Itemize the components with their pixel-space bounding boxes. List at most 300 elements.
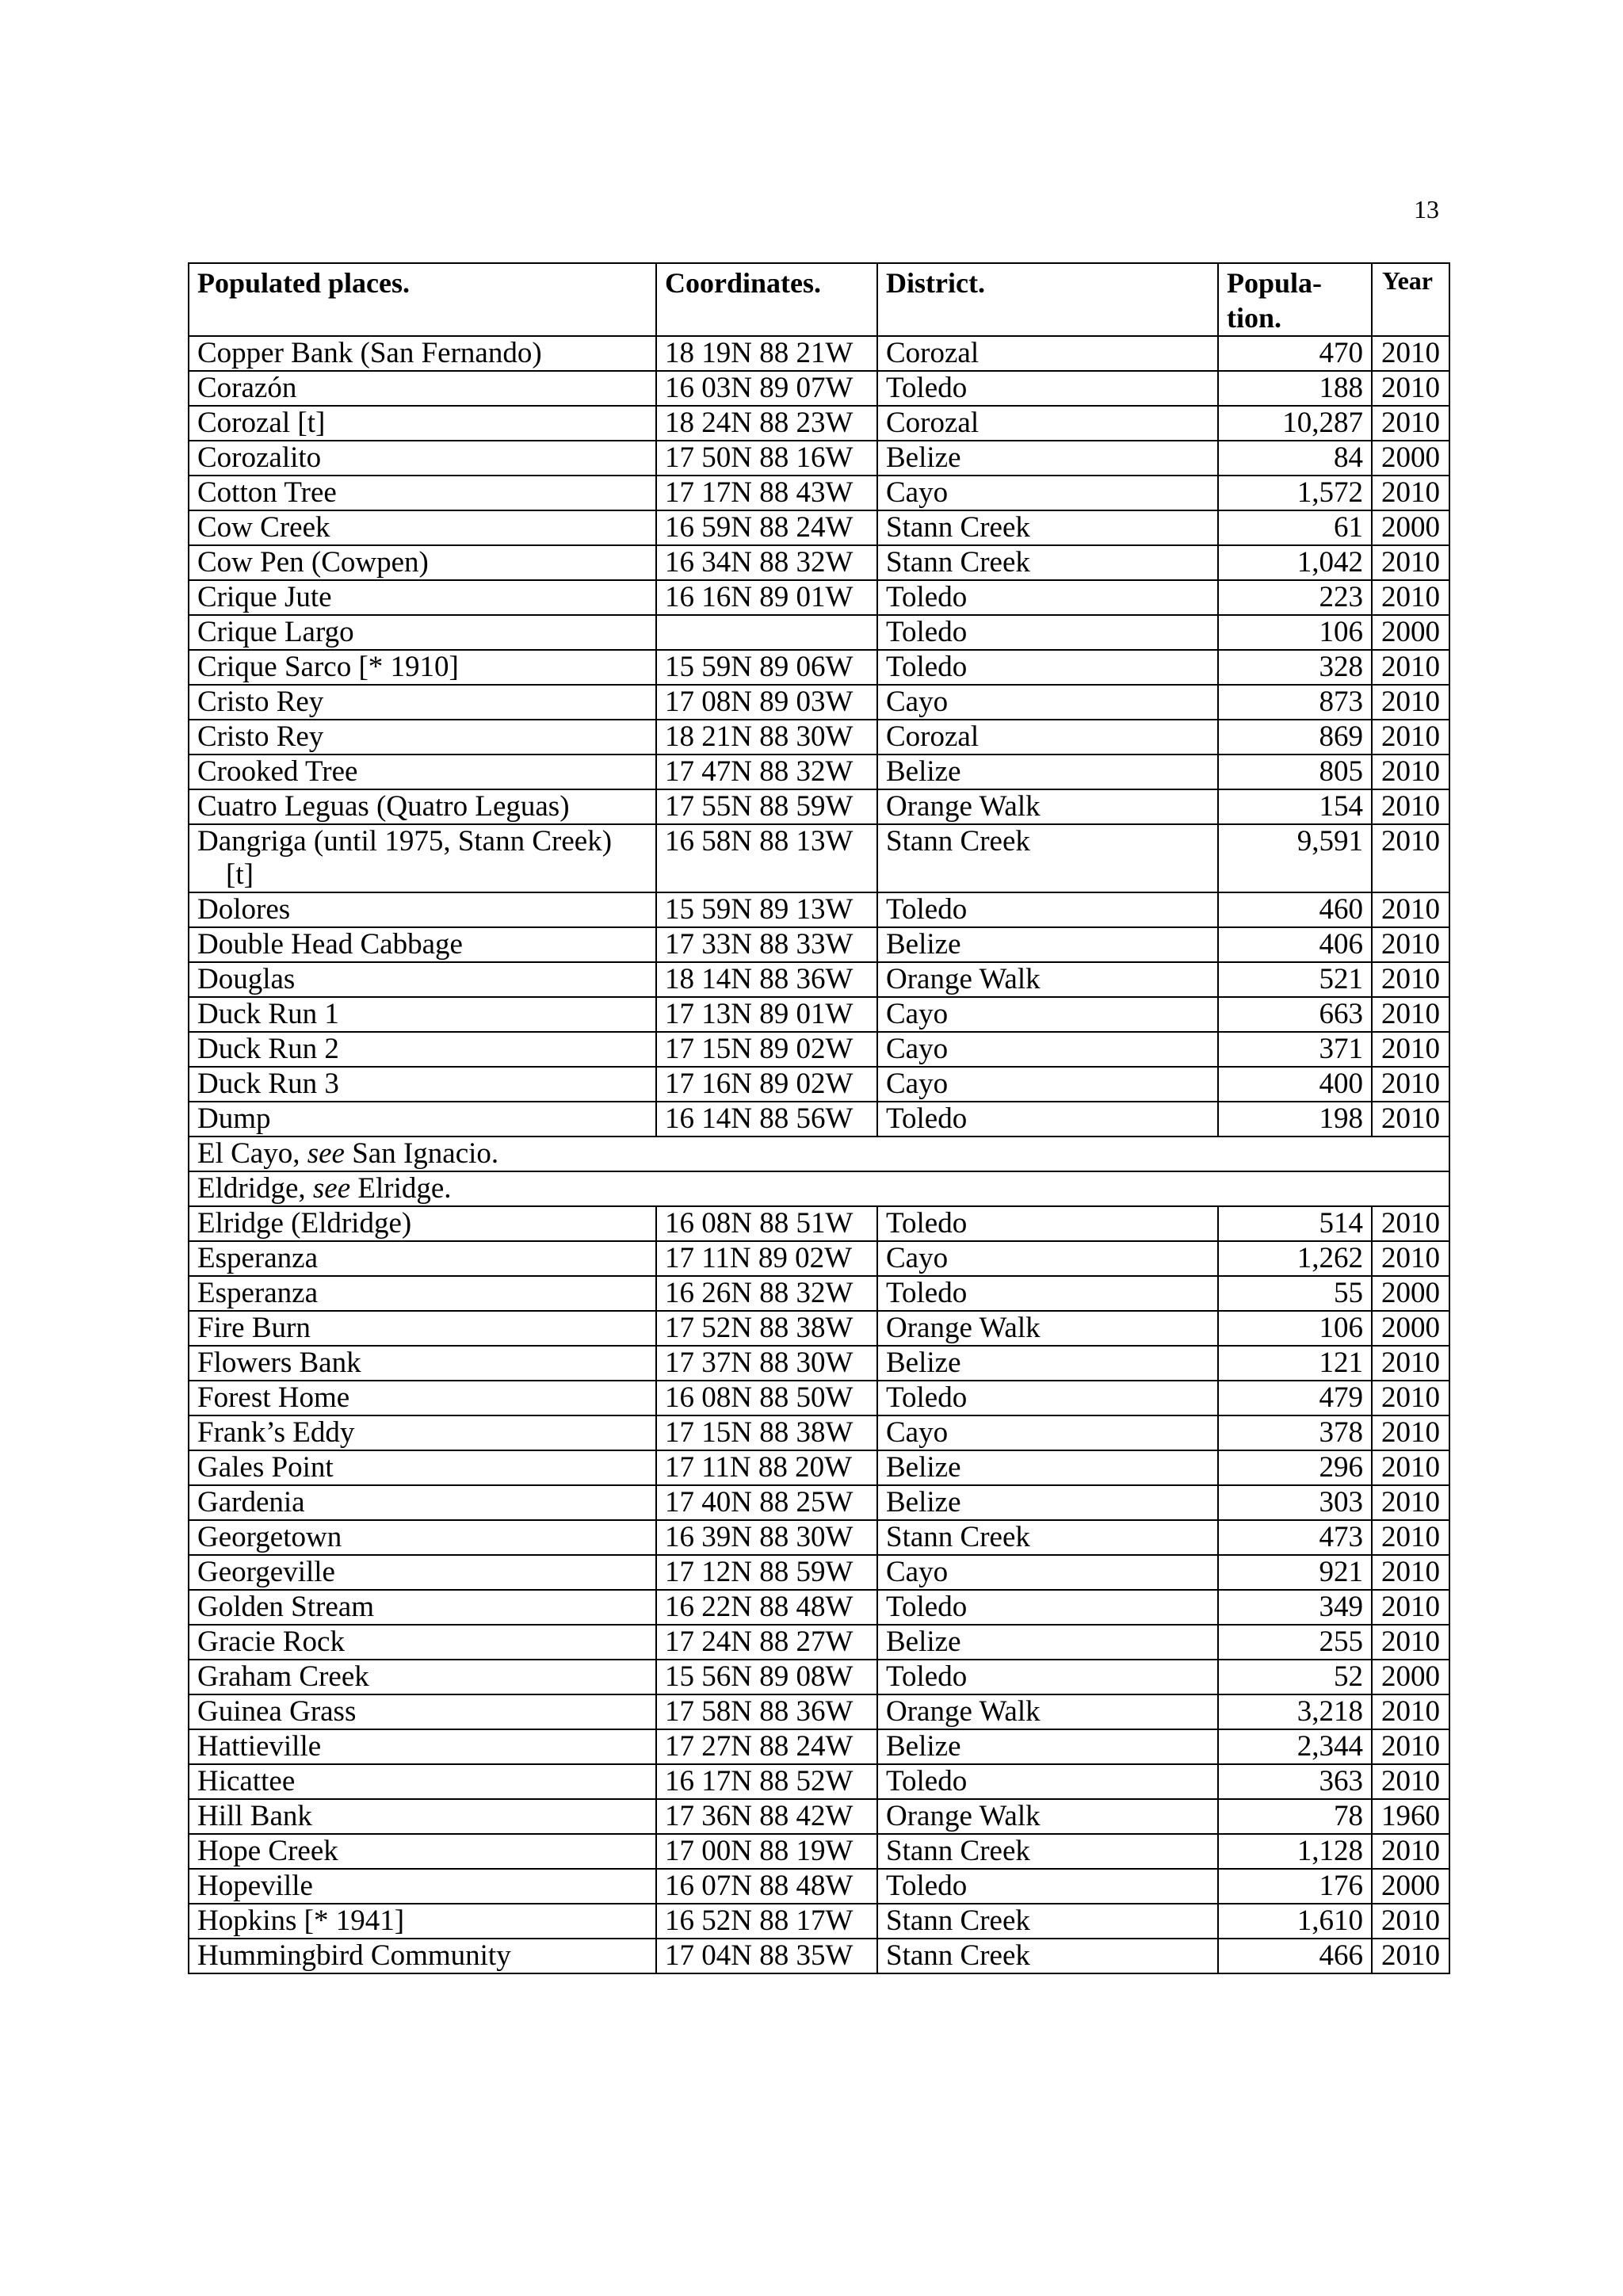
cell-district: Belize [877, 1729, 1218, 1764]
cell-coordinates: 16 16N 89 01W [656, 580, 877, 615]
table-row [189, 1485, 1449, 1520]
place-name: Flowers Bank [197, 1347, 361, 1379]
cell-coordinates: 16 14N 88 56W [656, 1102, 877, 1137]
cell-district: Toledo [877, 371, 1218, 406]
place-name: Forest Home [197, 1381, 350, 1414]
cell-coordinates: 17 11N 89 02W [656, 1241, 877, 1276]
cell-coordinates: 16 08N 88 50W [656, 1381, 877, 1415]
table-row [189, 927, 1449, 962]
place-name-continuation: [t] [226, 858, 254, 891]
cell-coordinates: 16 03N 89 07W [656, 371, 877, 406]
table-row [189, 406, 1449, 441]
cell-year: 2000 [1372, 1311, 1449, 1346]
cell-population: 1,572 [1218, 476, 1372, 510]
table-row [189, 1625, 1449, 1660]
cell-year: 2010 [1372, 1485, 1449, 1520]
cell-coordinates: 17 47N 88 32W [656, 755, 877, 789]
place-name: Dump [197, 1102, 271, 1135]
cell-coordinates: 17 55N 88 59W [656, 789, 877, 824]
cell-population: 84 [1218, 441, 1372, 476]
page-number: 13 [1414, 195, 1439, 223]
cell-coordinates: 17 52N 88 38W [656, 1311, 877, 1346]
cell-place [189, 1729, 656, 1764]
cell-district: Toledo [877, 1660, 1218, 1694]
table-row [189, 1137, 1449, 1171]
cell-district: Corozal [877, 720, 1218, 755]
cell-place [189, 1590, 656, 1625]
cell-coordinates: 16 59N 88 24W [656, 510, 877, 545]
cell-place [189, 1241, 656, 1276]
place-name: Crique Jute [197, 581, 332, 613]
table-row [189, 1694, 1449, 1729]
cell-district: Orange Walk [877, 1694, 1218, 1729]
cell-place [189, 476, 656, 510]
cell-place [189, 1660, 656, 1694]
cell-district: Belize [877, 927, 1218, 962]
place-name: Graham Creek [197, 1660, 369, 1693]
place-name: Cuatro Leguas (Quatro Leguas) [197, 790, 570, 823]
table-row [189, 755, 1449, 789]
cell-year: 2010 [1372, 1206, 1449, 1241]
place-name: Hattieville [197, 1730, 322, 1763]
cell-coordinates: 17 15N 88 38W [656, 1415, 877, 1450]
cell-district: Toledo [877, 1764, 1218, 1799]
table-row [189, 1276, 1449, 1311]
cell-year: 2010 [1372, 336, 1449, 371]
table-row [189, 1834, 1449, 1869]
cell-district: Toledo [877, 1381, 1218, 1415]
cell-district: Toledo [877, 580, 1218, 615]
cell-year: 2010 [1372, 1904, 1449, 1939]
place-name: Dolores [197, 893, 291, 926]
table-row [189, 371, 1449, 406]
cell-year: 2010 [1372, 1241, 1449, 1276]
cell-population: 470 [1218, 336, 1372, 371]
cell-population: 78 [1218, 1799, 1372, 1834]
cell-year: 2010 [1372, 997, 1449, 1032]
cell-population: 663 [1218, 997, 1372, 1032]
table-row [189, 1520, 1449, 1555]
cell-coordinates: 17 40N 88 25W [656, 1485, 877, 1520]
cell-place [189, 1555, 656, 1590]
table-row [189, 1311, 1449, 1346]
cell-population: 223 [1218, 580, 1372, 615]
cell-place [189, 962, 656, 997]
header-year: Year [1372, 263, 1449, 336]
place-name: Crique Sarco [* 1910] [197, 651, 459, 683]
table-row [189, 1206, 1449, 1241]
place-name: Duck Run 1 [197, 998, 339, 1030]
cell-coordinates [656, 615, 877, 650]
table-row [189, 476, 1449, 510]
cell-coordinates: 15 59N 89 06W [656, 650, 877, 685]
table-row [189, 545, 1449, 580]
cell-population: 198 [1218, 1102, 1372, 1137]
cell-district: Toledo [877, 1869, 1218, 1904]
cell-district: Stann Creek [877, 1834, 1218, 1869]
cell-population: 466 [1218, 1939, 1372, 1973]
cell-coordinates: 16 39N 88 30W [656, 1520, 877, 1555]
cell-coordinates: 17 15N 89 02W [656, 1032, 877, 1067]
table-row [189, 1381, 1449, 1415]
cell-year: 2010 [1372, 824, 1449, 892]
cell-place [189, 1939, 656, 1973]
table-row [189, 997, 1449, 1032]
cell-year: 2010 [1372, 1415, 1449, 1450]
cell-district: Cayo [877, 1032, 1218, 1067]
table-row [189, 789, 1449, 824]
place-name: Guinea Grass [197, 1695, 357, 1728]
place-name: Cristo Rey [197, 686, 324, 718]
cell-population: 121 [1218, 1346, 1372, 1381]
cell-population: 378 [1218, 1415, 1372, 1450]
cell-coordinates: 16 26N 88 32W [656, 1276, 877, 1311]
place-name: Crique Largo [197, 616, 354, 648]
cell-year: 2010 [1372, 1590, 1449, 1625]
cell-year: 2010 [1372, 1032, 1449, 1067]
cell-population: 400 [1218, 1067, 1372, 1102]
cell-population: 363 [1218, 1764, 1372, 1799]
cell-population: 3,218 [1218, 1694, 1372, 1729]
cell-population: 303 [1218, 1485, 1372, 1520]
cell-place [189, 1869, 656, 1904]
cell-population: 55 [1218, 1276, 1372, 1311]
table-row [189, 1764, 1449, 1799]
cell-coordinates: 17 36N 88 42W [656, 1799, 877, 1834]
cell-population: 106 [1218, 615, 1372, 650]
table-header-row [189, 263, 1449, 336]
cell-year: 2010 [1372, 1102, 1449, 1137]
place-name: Duck Run 2 [197, 1033, 339, 1065]
cell-population: 52 [1218, 1660, 1372, 1694]
cell-year: 2000 [1372, 615, 1449, 650]
cell-place [189, 1764, 656, 1799]
cell-district: Cayo [877, 685, 1218, 720]
cell-population: 9,591 [1218, 824, 1372, 892]
cell-place [189, 927, 656, 962]
cell-population: 479 [1218, 1381, 1372, 1415]
table-row [189, 1241, 1449, 1276]
table-row [189, 1171, 1449, 1206]
place-name: Fire Burn [197, 1312, 311, 1344]
cell-district: Toledo [877, 650, 1218, 685]
cell-population: 921 [1218, 1555, 1372, 1590]
place-name: Corazón [197, 372, 297, 404]
cell-place [189, 1346, 656, 1381]
place-name: Esperanza [197, 1242, 319, 1274]
table-row [189, 441, 1449, 476]
table-row [189, 1729, 1449, 1764]
cell-place [189, 336, 656, 371]
table-row [189, 1346, 1449, 1381]
cell-district: Belize [877, 1450, 1218, 1485]
cell-year: 2010 [1372, 476, 1449, 510]
cell-population: 1,128 [1218, 1834, 1372, 1869]
table-row [189, 1660, 1449, 1694]
cell-district: Cayo [877, 1415, 1218, 1450]
cell-population: 1,610 [1218, 1904, 1372, 1939]
cell-place [189, 441, 656, 476]
place-name: Elridge (Eldridge) [197, 1207, 412, 1240]
cell-coordinates: 16 07N 88 48W [656, 1869, 877, 1904]
cross-reference-see: see [312, 1172, 351, 1205]
cell-place [189, 545, 656, 580]
table-row [189, 685, 1449, 720]
cell-place [189, 1102, 656, 1137]
cell-population: 2,344 [1218, 1729, 1372, 1764]
table-row [189, 650, 1449, 685]
place-name: Golden Stream [197, 1591, 374, 1623]
cell-population: 154 [1218, 789, 1372, 824]
cell-year: 2010 [1372, 1381, 1449, 1415]
table-row [189, 1450, 1449, 1485]
cell-coordinates: 16 34N 88 32W [656, 545, 877, 580]
cell-place [189, 580, 656, 615]
cross-reference-target: San Ignacio. [352, 1137, 499, 1170]
cell-year: 2010 [1372, 1625, 1449, 1660]
place-name: Copper Bank (San Fernando) [197, 337, 542, 369]
cell-coordinates: 17 11N 88 20W [656, 1450, 877, 1485]
cell-district: Stann Creek [877, 824, 1218, 892]
cell-place [189, 1311, 656, 1346]
cell-population: 1,262 [1218, 1241, 1372, 1276]
cell-place [189, 615, 656, 650]
cell-place [189, 1415, 656, 1450]
cell-district: Stann Creek [877, 1939, 1218, 1973]
cell-year: 2010 [1372, 720, 1449, 755]
cell-place [189, 824, 656, 892]
cell-coordinates: 17 33N 88 33W [656, 927, 877, 962]
cell-coordinates: 15 59N 89 13W [656, 892, 877, 927]
cell-population: 349 [1218, 1590, 1372, 1625]
cell-year: 2000 [1372, 1276, 1449, 1311]
cell-year: 2000 [1372, 441, 1449, 476]
cell-coordinates: 17 04N 88 35W [656, 1939, 877, 1973]
cell-population: 371 [1218, 1032, 1372, 1067]
cell-coordinates: 18 24N 88 23W [656, 406, 877, 441]
cell-district: Belize [877, 755, 1218, 789]
cell-district: Belize [877, 1625, 1218, 1660]
header-population: Popula- tion. [1218, 263, 1372, 336]
place-name: Hopkins [* 1941] [197, 1904, 405, 1937]
cell-coordinates: 15 56N 89 08W [656, 1660, 877, 1694]
place-name: Duck Run 3 [197, 1068, 339, 1100]
cell-district: Stann Creek [877, 1520, 1218, 1555]
cell-coordinates: 18 21N 88 30W [656, 720, 877, 755]
table-row [189, 962, 1449, 997]
cell-population: 521 [1218, 962, 1372, 997]
cross-reference-name: Eldridge, [197, 1172, 306, 1205]
cell-year: 2010 [1372, 371, 1449, 406]
place-name: Cristo Rey [197, 720, 324, 753]
table-row [189, 1032, 1449, 1067]
cell-year: 2010 [1372, 1520, 1449, 1555]
cell-year: 2010 [1372, 927, 1449, 962]
cell-population: 176 [1218, 1869, 1372, 1904]
cross-reference-name: El Cayo, [197, 1137, 300, 1170]
cell-place [189, 685, 656, 720]
cell-place [189, 1032, 656, 1067]
cell-year: 2010 [1372, 1346, 1449, 1381]
cell-place [189, 1381, 656, 1415]
table-row [189, 1590, 1449, 1625]
cell-coordinates: 18 19N 88 21W [656, 336, 877, 371]
cell-coordinates: 16 17N 88 52W [656, 1764, 877, 1799]
table-row [189, 1102, 1449, 1137]
cell-district: Corozal [877, 406, 1218, 441]
cell-district: Cayo [877, 997, 1218, 1032]
cell-year: 2010 [1372, 1764, 1449, 1799]
cell-district: Orange Walk [877, 1799, 1218, 1834]
place-name: Cow Pen (Cowpen) [197, 546, 429, 579]
place-name: Hope Creek [197, 1835, 338, 1867]
cell-year: 2010 [1372, 406, 1449, 441]
cell-district: Toledo [877, 615, 1218, 650]
cell-coordinates: 17 17N 88 43W [656, 476, 877, 510]
cell-district: Belize [877, 441, 1218, 476]
cell-place [189, 371, 656, 406]
table-row [189, 615, 1449, 650]
cell-district: Toledo [877, 1276, 1218, 1311]
cell-population: 61 [1218, 510, 1372, 545]
table-body [189, 336, 1449, 1973]
place-name: Cotton Tree [197, 476, 337, 509]
header-coordinates: Coordinates. [656, 263, 877, 336]
cell-district: Stann Creek [877, 510, 1218, 545]
cell-district: Stann Creek [877, 1904, 1218, 1939]
cell-district: Toledo [877, 1102, 1218, 1137]
table-row [189, 720, 1449, 755]
cell-place [189, 997, 656, 1032]
place-name: Gales Point [197, 1451, 334, 1484]
cell-year: 2010 [1372, 755, 1449, 789]
cell-place [189, 892, 656, 927]
place-name: Douglas [197, 963, 296, 995]
cell-year: 2010 [1372, 1450, 1449, 1485]
table-row [189, 1555, 1449, 1590]
cell-place [189, 755, 656, 789]
place-name: Frank’s Eddy [197, 1416, 355, 1449]
table-row [189, 824, 1449, 892]
cross-reference-see: see [307, 1137, 345, 1170]
place-name: Dangriga (until 1975, Stann Creek) [197, 825, 613, 858]
cell-place [189, 1067, 656, 1102]
cell-place [189, 406, 656, 441]
cell-year: 2010 [1372, 1067, 1449, 1102]
table-row [189, 892, 1449, 927]
cell-place [189, 1834, 656, 1869]
cell-year: 2000 [1372, 1869, 1449, 1904]
cell-population: 869 [1218, 720, 1372, 755]
place-name: Corozalito [197, 441, 322, 474]
cell-year: 1960 [1372, 1799, 1449, 1834]
cell-district: Toledo [877, 892, 1218, 927]
cell-year: 2010 [1372, 789, 1449, 824]
cell-place [189, 1485, 656, 1520]
cell-coordinates: 16 08N 88 51W [656, 1206, 877, 1241]
cell-place [189, 1206, 656, 1241]
place-name: Hill Bank [197, 1800, 312, 1832]
cell-coordinates: 17 50N 88 16W [656, 441, 877, 476]
table-row [189, 1067, 1449, 1102]
cell-year: 2010 [1372, 1729, 1449, 1764]
cell-year: 2010 [1372, 685, 1449, 720]
cell-coordinates: 17 37N 88 30W [656, 1346, 877, 1381]
cell-coordinates: 17 12N 88 59W [656, 1555, 877, 1590]
table-row [189, 1869, 1449, 1904]
cell-coordinates: 17 27N 88 24W [656, 1729, 877, 1764]
cell-district: Belize [877, 1346, 1218, 1381]
cell-year: 2000 [1372, 510, 1449, 545]
place-name: Cow Creek [197, 511, 330, 544]
cell-coordinates: 16 58N 88 13W [656, 824, 877, 892]
place-name: Hopeville [197, 1870, 313, 1902]
cell-year: 2000 [1372, 1660, 1449, 1694]
place-name: Georgeville [197, 1556, 335, 1588]
cell-year: 2010 [1372, 892, 1449, 927]
cell-place [189, 1904, 656, 1939]
header-place: Populated places. [189, 263, 656, 336]
place-name: Esperanza [197, 1277, 319, 1309]
cell-place [189, 1520, 656, 1555]
table-row [189, 1799, 1449, 1834]
place-name: Gracie Rock [197, 1626, 345, 1658]
cell-district: Cayo [877, 476, 1218, 510]
cell-place [189, 1276, 656, 1311]
cell-year: 2010 [1372, 650, 1449, 685]
table-row [189, 1939, 1449, 1973]
cell-district: Orange Walk [877, 962, 1218, 997]
cell-population: 328 [1218, 650, 1372, 685]
populated-places-table [188, 262, 1450, 1974]
cell-population: 514 [1218, 1206, 1372, 1241]
cell-population: 188 [1218, 371, 1372, 406]
cell-place [189, 1625, 656, 1660]
place-name: Double Head Cabbage [197, 928, 463, 961]
cell-population: 873 [1218, 685, 1372, 720]
cell-coordinates: 17 13N 89 01W [656, 997, 877, 1032]
cell-place [189, 720, 656, 755]
place-name: Corozal [t] [197, 407, 326, 439]
cell-coordinates: 16 22N 88 48W [656, 1590, 877, 1625]
cell-population: 296 [1218, 1450, 1372, 1485]
place-name: Gardenia [197, 1486, 305, 1519]
place-name: Hummingbird Community [197, 1939, 511, 1972]
cell-place [189, 789, 656, 824]
cell-population: 1,042 [1218, 545, 1372, 580]
cell-year: 2010 [1372, 545, 1449, 580]
cell-year: 2010 [1372, 1555, 1449, 1590]
cell-district: Toledo [877, 1206, 1218, 1241]
cell-district: Belize [877, 1485, 1218, 1520]
cell-year: 2010 [1372, 962, 1449, 997]
cell-population: 460 [1218, 892, 1372, 927]
cross-reference-cell [189, 1137, 1449, 1171]
cell-district: Cayo [877, 1241, 1218, 1276]
cross-reference-cell [189, 1171, 1449, 1206]
cell-population: 406 [1218, 927, 1372, 962]
cell-coordinates: 17 24N 88 27W [656, 1625, 877, 1660]
cell-population: 106 [1218, 1311, 1372, 1346]
table-row [189, 336, 1449, 371]
cell-place [189, 650, 656, 685]
cell-district: Orange Walk [877, 1311, 1218, 1346]
cell-place [189, 510, 656, 545]
table-row [189, 580, 1449, 615]
cell-place [189, 1799, 656, 1834]
cell-coordinates: 16 52N 88 17W [656, 1904, 877, 1939]
cell-district: Stann Creek [877, 545, 1218, 580]
